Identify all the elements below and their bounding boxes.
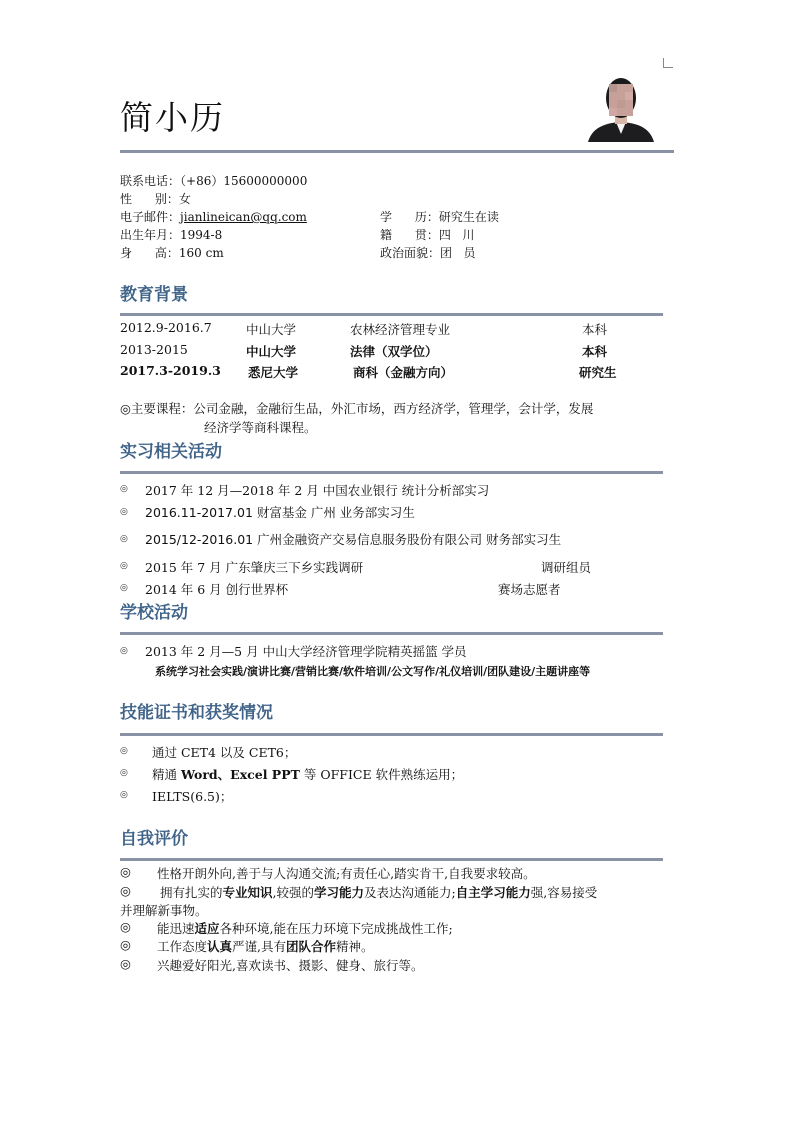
internship-item-4-role: 调研组员 xyxy=(541,560,592,575)
bullet-icon: ◎ xyxy=(120,746,128,756)
height-value: 160 cm xyxy=(178,246,224,260)
self-line-4-a: 工作态度 xyxy=(157,939,208,954)
edu-row-3-date: 2017.3-2019.3 xyxy=(120,363,221,378)
phone-line xyxy=(120,172,307,190)
bullet-icon: ◎ xyxy=(120,583,128,593)
internship-item-5-role: 赛场志愿者 xyxy=(498,582,561,597)
bullet-icon: ◎ xyxy=(120,768,128,778)
bullet-icon: ◎ xyxy=(120,646,128,656)
internship-item-3: 2015/12-2016.01 广州金融资产交易信息服务股份有限公司 财务部实习生 xyxy=(145,532,562,547)
page-corner-mark xyxy=(663,58,673,68)
bullet-icon: ◎ xyxy=(120,561,128,571)
political-label: 政治面貌： xyxy=(380,246,441,260)
header-divider xyxy=(120,150,674,153)
school-divider xyxy=(120,632,663,635)
self-line-2-b: 专业知识 xyxy=(222,885,273,900)
degree-label: 学 历： xyxy=(380,210,439,224)
birth-label: 出生年月： xyxy=(120,228,181,242)
email-label: 电子邮件： xyxy=(120,210,181,224)
political-line xyxy=(380,244,475,262)
skill-item-1: 通过 CET4 以及 CET6； xyxy=(152,745,297,760)
skill-item-2-bold: Word、Excel PPT xyxy=(180,767,300,782)
section-title-self: 自我评价 xyxy=(120,829,188,849)
self-line-2-d: 学习能力 xyxy=(314,885,365,900)
education-divider xyxy=(120,313,663,316)
phone-value: （+86）15600000000 xyxy=(180,174,308,188)
internship-item-5: 2014 年 6 月 创行世界杯 xyxy=(145,582,289,597)
self-line-4-c: 严谨,具有 xyxy=(232,939,287,954)
skill-item-2-prefix: 精通 xyxy=(152,767,181,782)
native-label: 籍 贯： xyxy=(380,228,439,242)
self-divider xyxy=(120,858,663,861)
edu-row-1-school: 中山大学 xyxy=(246,322,297,337)
self-line-4-b: 认真 xyxy=(207,939,233,954)
gender-label: 性 别： xyxy=(120,192,179,206)
edu-row-2-major: 法律（双学位） xyxy=(350,344,438,359)
self-bullet: ◎ xyxy=(120,864,131,879)
courses-line-2: 经济学等商科课程。 xyxy=(204,420,317,435)
edu-row-2-school: 中山大学 xyxy=(246,344,297,359)
bullet-icon: ◎ xyxy=(120,484,128,494)
self-line-2-g: 强,容易接受 xyxy=(530,885,598,900)
internship-item-2: 2016.11-2017.01 财富基金 广州 业务部实习生 xyxy=(145,505,415,520)
courses-line-1: ◎主要课程：公司金融，金融衍生品，外汇市场，西方经济学，管理学，会计学，发展 xyxy=(120,401,594,416)
bullet-icon: ◎ xyxy=(120,507,128,517)
edu-row-1-date: 2012.9-2016.7 xyxy=(120,320,212,335)
school-item-detail: 系统学习社会实践/演讲比赛/营销比赛/软件培训/公文写作/礼仪培训/团队建设/主题讲座等 xyxy=(155,665,591,678)
skills-divider xyxy=(120,733,663,736)
self-line-5: 兴趣爱好阳光,喜欢读书、摄影、健身、旅行等。 xyxy=(157,958,424,973)
edu-row-3-school: 悉尼大学 xyxy=(248,365,299,380)
self-line-3-c: 各种环境,能在压力环境下完成挑战性工作; xyxy=(219,921,453,936)
email-line xyxy=(120,208,307,226)
self-line-4-d: 团队合作 xyxy=(286,939,337,954)
self-bullet: ◎ xyxy=(120,883,131,898)
self-line-2-f: 自主学习能力 xyxy=(455,885,531,900)
section-title-internship: 实习相关活动 xyxy=(120,442,222,462)
self-bullet: ◎ xyxy=(120,919,131,934)
internship-item-4: 2015 年 7 月 广东肇庆三下乡实践调研 xyxy=(145,560,364,575)
self-line-3-b: 适应 xyxy=(194,921,220,936)
self-line-3 xyxy=(157,919,453,937)
skill-item-2 xyxy=(152,765,463,783)
email-link[interactable]: jianlineican@qq.com xyxy=(180,210,307,224)
edu-row-1-degree: 本科 xyxy=(582,322,608,337)
degree-value: 研究生在读 xyxy=(438,210,499,224)
self-line-4 xyxy=(157,937,374,955)
phone-label: 联系电话： xyxy=(120,174,181,188)
skill-item-3: IELTS(6.5)； xyxy=(152,789,233,804)
self-bullet: ◎ xyxy=(120,956,131,971)
edu-row-3-degree: 研究生 xyxy=(579,365,617,380)
degree-line xyxy=(380,208,499,226)
edu-row-3-major: 商科（金融方向） xyxy=(353,365,454,380)
section-title-skills: 技能证书和获奖情况 xyxy=(120,703,273,723)
profile-photo xyxy=(586,76,656,142)
self-line-2-c: ,较强的 xyxy=(272,885,315,900)
self-bullet: ◎ xyxy=(120,937,131,952)
section-title-school: 学校活动 xyxy=(120,603,188,623)
birth-value: 1994-8 xyxy=(180,228,223,242)
self-line-4-e: 精神。 xyxy=(336,939,374,954)
resume-name: 简小历 xyxy=(120,98,225,137)
political-value: 团 员 xyxy=(440,246,476,260)
self-line-1: 性格开朗外向,善于与人沟通交流;有责任心,踏实肯干,自我要求较高。 xyxy=(157,866,536,881)
self-line-2 xyxy=(160,883,597,901)
self-line-3-a: 能迅速 xyxy=(157,921,195,936)
birth-line xyxy=(120,226,222,244)
section-title-education: 教育背景 xyxy=(120,285,188,305)
edu-row-1-major: 农林经济管理专业 xyxy=(350,322,451,337)
self-line-2-a: 拥有扎实的 xyxy=(160,885,223,900)
skill-item-2-suffix: 等 OFFICE 软件熟练运用； xyxy=(299,767,464,782)
school-item: 2013 年 2 月—5 月 中山大学经济管理学院精英摇篮 学员 xyxy=(145,644,467,659)
height-label: 身 高： xyxy=(120,246,179,260)
internship-item-1: 2017 年 12 月—2018 年 2 月 中国农业银行 统计分析部实习 xyxy=(145,483,490,498)
self-line-2-e: 及表达沟通能力; xyxy=(364,885,456,900)
height-line xyxy=(120,244,224,262)
edu-row-2-degree: 本科 xyxy=(582,344,608,359)
edu-row-2-date: 2013-2015 xyxy=(120,342,188,357)
self-line-2-cont: 并理解新事物。 xyxy=(120,903,208,918)
bullet-icon: ◎ xyxy=(120,534,128,544)
gender-value: 女 xyxy=(178,192,191,206)
bullet-icon: ◎ xyxy=(120,790,128,800)
native-value: 四 川 xyxy=(438,228,475,242)
gender-line xyxy=(120,190,191,208)
native-line xyxy=(380,226,474,244)
internship-divider xyxy=(120,471,663,474)
